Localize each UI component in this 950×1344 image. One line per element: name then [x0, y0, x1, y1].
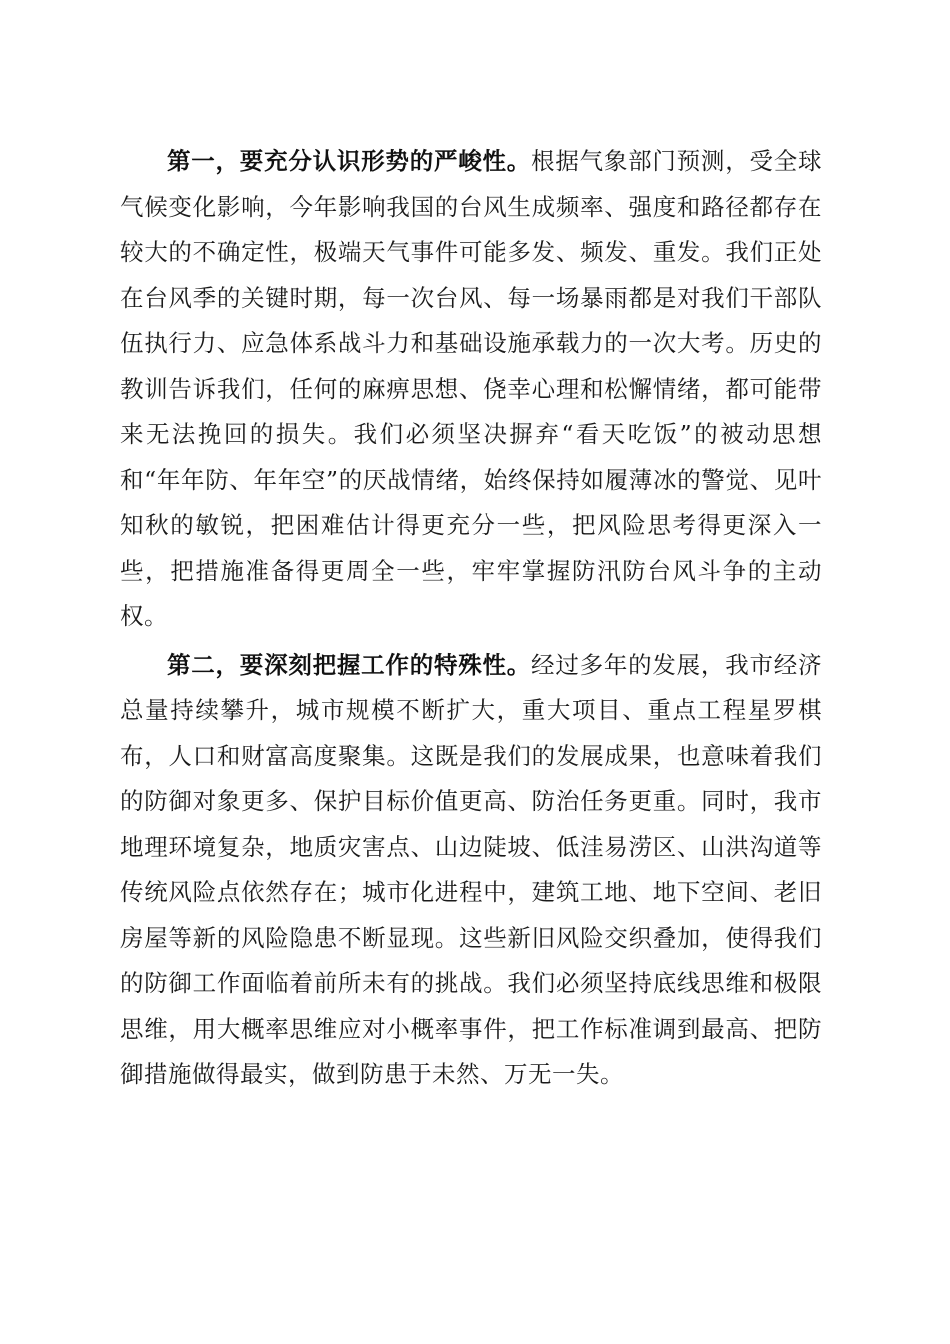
paragraph-1-text: 根据气象部门预测，受全球气候变化影响，今年影响我国的台风生成频率、强度和路径都存在较大的不确定性，极端天气事件可能多发、频发、重发。我们正处在台风季的关键时期，每一次台风、每一场暴雨都是对我们干部队伍执行力、应急体系战斗力和基础设施承载力的一次大考。历史的教训告诉我们，任何的麻痹思想、侥幸心理和松懈情绪，都可能带来无法挽回的损失。我们必须坚决摒弃“看天吃饭”的被动思想和“年年防、年年空”的厌战情绪，始终保持如履薄冰的警觉、见叶知秋的敏锐，把困难估计得更充分一些，把风险思考得更深入一些，把措施准备得更周全一些，牢牢掌握防汛防台风斗争的主动权。: [120, 147, 823, 630]
paragraph-2-heading: 第二，要深刻把握工作的特殊性。: [167, 650, 532, 679]
paragraph-2-text: 经过多年的发展，我市经济总量持续攀升，城市规模不断扩大，重大项目、重点工程星罗棋布，人口和财富高度聚集。这既是我们的发展成果，也意味着我们的防御对象更多、保护目标价值更高、防治任务更重。同时，我市地理环境复杂，地质灾害点、山边陡坡、低洼易涝区、山洪沟道等传统风险点依然存在；城市化进程中，建筑工地、地下空间、老旧房屋等新的风险隐患不断显现。这些新旧风险交织叠加，使得我们的防御工作面临着前所未有的挑战。我们必须坚持底线思维和极限思维，用大概率思维应对小概率事件，把工作标准调到最高、把防御措施做得最实，做到防患于未然、万无一失。: [120, 650, 823, 1088]
paragraph-1-heading: 第一，要充分认识形势的严峻性。: [167, 147, 532, 175]
document-body: [120, 139, 822, 1101]
paragraph-2: [120, 643, 822, 1098]
paragraph-1: [120, 139, 822, 640]
